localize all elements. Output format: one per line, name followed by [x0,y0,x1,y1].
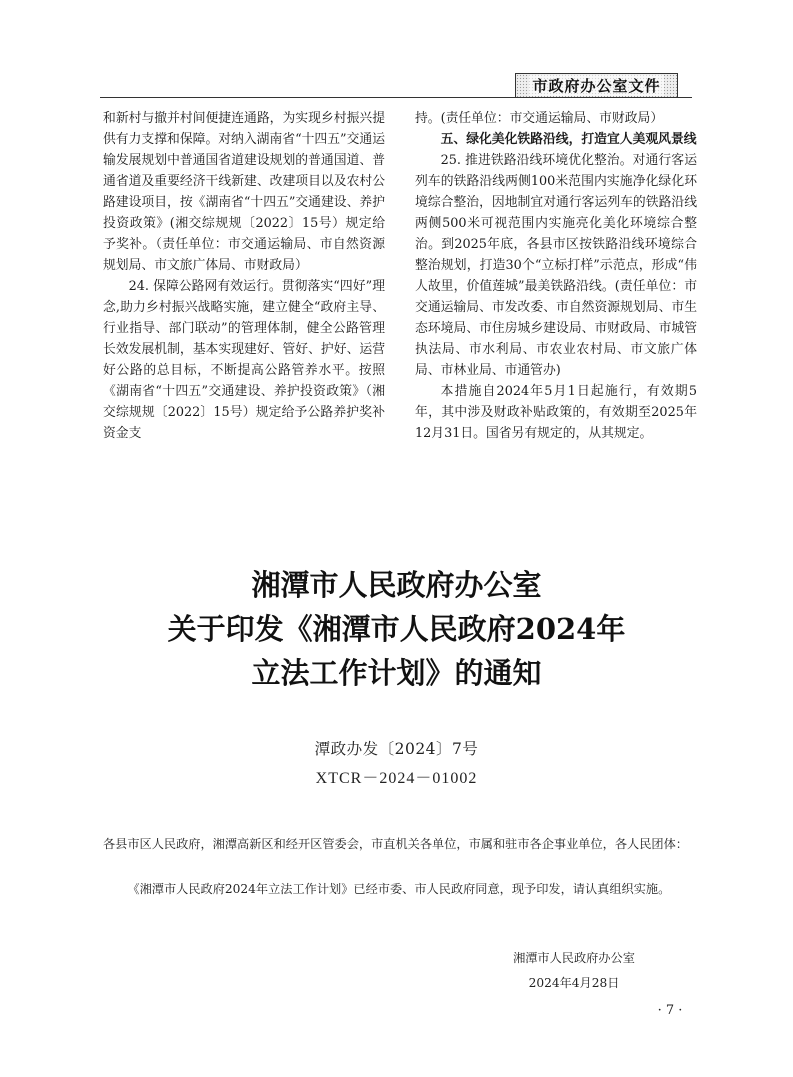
left-column [103,108,385,444]
notice-date: 2024年4月28日 [528,976,620,990]
notice-title-line-3: 立法工作计划》的通知 [251,656,542,690]
header-divider [100,97,692,98]
left-paragraph: 和新村与撤并村间便捷连通路，为实现乡村振兴提供有力支撑和保障。对纳入湖南省“十四五”交通运输发展规划中普通国省道建设规划的普通国道、普通省道及重要经济干线新建、改建项目以及农村公路建设项目，按《湖南省“十四五”交通建设、养护投资政策》(湘交综规规〔2022〕15号）规定给予奖补。（责任单位：市交通运输局、市自然资源规划局、市文旅广体局、市财政局） [103,111,385,273]
right-paragraph: 持。(责任单位：市交通运输局、市财政局） [415,111,664,126]
notice-addressees: 各县市区人民政府，湘潭高新区和经开区管委会，市直机关各单位，市属和驻市各企事业单位，各人民团体： [103,837,688,851]
right-paragraph: 25. 推进铁路沿线环境优化整治。对通行客运列车的铁路沿线两侧100米范围内实施净化绿化环境综合整治，因地制宜对通行客运列车的铁路沿线两侧500米可视范围内实施亮化美化环境综合整治。到2025年底，各县市区按铁路沿线环境综合整治规划，打造30个“立标打样”示范点，形成“伟人故里，价值莲城”最美铁路沿线。(责任单位：市交通运输局、市发改委、市自然资源规划局、市生态环境局、市住房城乡建设局、市财政局、市城管执法局、市水利局、市农业农村局、市文旅广体局、市林业局、市通管办) [415,153,697,378]
section-heading: 五、绿化美化铁路沿线，打造宜人美观风景线 [440,132,697,147]
right-column [415,108,697,444]
right-paragraph: 本措施自2024年5月1日起施行，有效期5年，其中涉及财政补贴政策的，有效期至2025年12月31日。国省另有规定的，从其规定。 [415,384,697,441]
notice-title-line-1: 湘潭市人民政府办公室 [251,568,542,602]
notice-title-line-2: 关于印发《湘潭市人民政府2024年 [167,612,626,646]
notice-body: 《湘潭市人民政府2024年立法工作计划》已经市委、市人民政府同意，现予印发，请认真组织实施。 [127,882,671,896]
notice-issuer: 湘潭市人民政府办公室 [513,951,635,965]
document-code: XTCR－2024－01002 [315,770,478,787]
left-paragraph: 24. 保障公路网有效运行。贯彻落实“四好”理念,助力乡村振兴战略实施，建立健全“政府主导、行业指导、部门联动”的管理体制，健全公路管理长效发展机制，基本实现建好、管好、护好、运营好公路的总目标，不断提高公路管养水平。按照《湖南省“十四五”交通建设、养护投资政策》（湘交综规规〔2022〕15号）规定给予公路养护奖补资金支 [103,279,385,441]
document-number: 潭政办发〔2024〕7号 [314,740,479,758]
section-label: 市政府办公室文件 [529,75,663,96]
section-header-tag [515,73,678,98]
page-number: · 7 · [657,1003,683,1018]
